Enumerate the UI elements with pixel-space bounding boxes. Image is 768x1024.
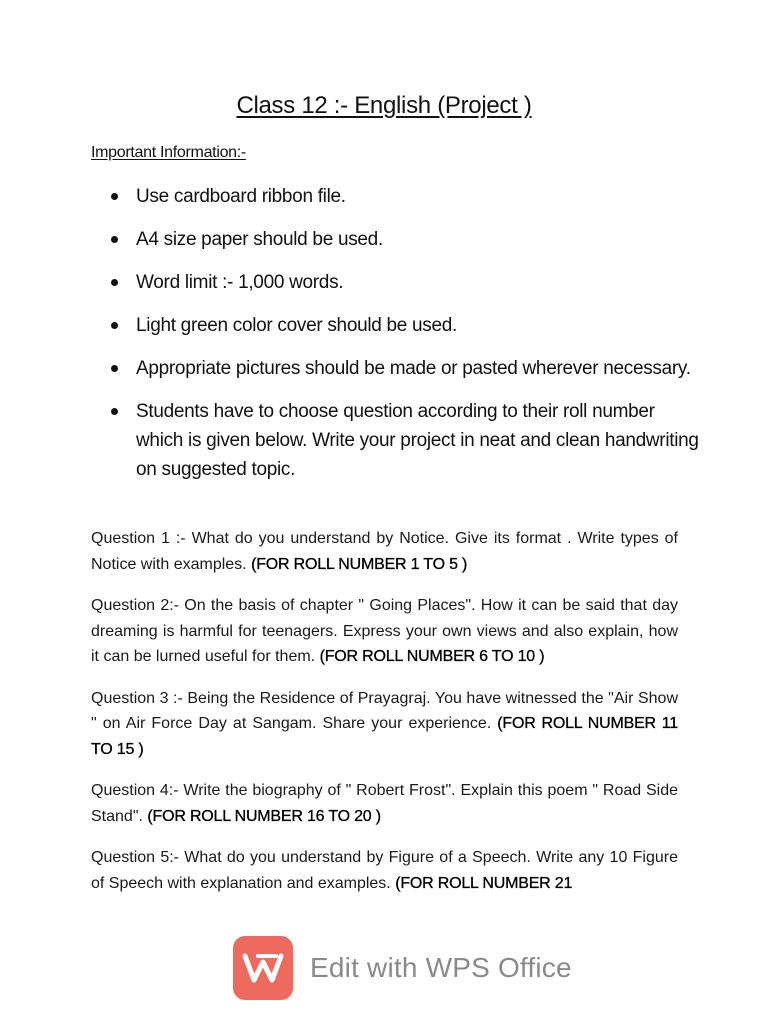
bullet-icon [111, 236, 118, 243]
roll-number-range: (FOR ROLL NUMBER 21 [395, 874, 573, 892]
question-text: Question 2:- On the basis of chapter " Going Places". How it can be said that day dreaming is harmful for teenagers. Express your own views and also explain, how it can be lurned useful for them. [91, 597, 678, 665]
bullet-icon [111, 408, 118, 415]
bullet-text: Word limit :- 1,000 words. [136, 272, 344, 293]
question-text: Question 5:- What do you understand by Figure of a Speech. Write any 10 Figure of Speech with explanation and examples. [91, 849, 678, 892]
question-list [91, 526, 678, 909]
page-title: Class 12 :- English (Project ) [236, 92, 532, 119]
question-1 [91, 526, 678, 577]
roll-number-range: (FOR ROLL NUMBER 1 TO 5 ) [251, 555, 468, 573]
edit-with-wps-button[interactable] [233, 936, 572, 1000]
wps-logo-icon [233, 936, 293, 1000]
list-item [111, 182, 701, 211]
bullet-text: Light green color cover should be used. [136, 315, 458, 336]
question-text: Question 4:- Write the biography of " Robert Frost". Explain this poem " Road Side Stand". [91, 782, 678, 825]
roll-number-range: (FOR ROLL NUMBER 16 TO 20 ) [147, 807, 381, 825]
question-2 [91, 593, 678, 670]
list-item [111, 397, 701, 484]
bullet-list [111, 182, 701, 498]
bullet-icon [111, 365, 118, 372]
roll-number-range: (FOR ROLL NUMBER 6 TO 10 ) [319, 648, 545, 665]
bullet-text: Appropriate pictures should be made or pasted wherever necessary. [136, 358, 691, 379]
list-item [111, 225, 701, 254]
question-text: Question 3 :- Being the Residence of Prayagraj. You have witnessed the "Air Show " on Air Force Day at Sangam. Share your experience. [91, 689, 678, 732]
question-3 [91, 686, 678, 763]
bullet-icon [111, 279, 118, 286]
list-item [111, 354, 701, 383]
bullet-text: A4 size paper should be used. [136, 229, 383, 250]
info-heading: Important Information:- [91, 144, 246, 161]
list-item [111, 268, 701, 297]
list-item [111, 311, 701, 340]
question-4 [91, 778, 678, 829]
question-5 [91, 845, 678, 896]
question-text: Question 1 :- What do you understand by Notice. Give its format . Write types of Notice with examples. [91, 530, 678, 573]
bullet-icon [111, 322, 118, 329]
bullet-text: Students have to choose question according to their roll number which is given below. Write your project in neat and clean handwriting on suggested topic. [136, 401, 699, 480]
wps-label: Edit with WPS Office [310, 952, 572, 983]
roll-number-range: (FOR ROLL NUMBER 11 TO 15 ) [91, 715, 678, 758]
bullet-text: Use cardboard ribbon file. [136, 186, 346, 207]
bullet-icon [111, 193, 118, 200]
